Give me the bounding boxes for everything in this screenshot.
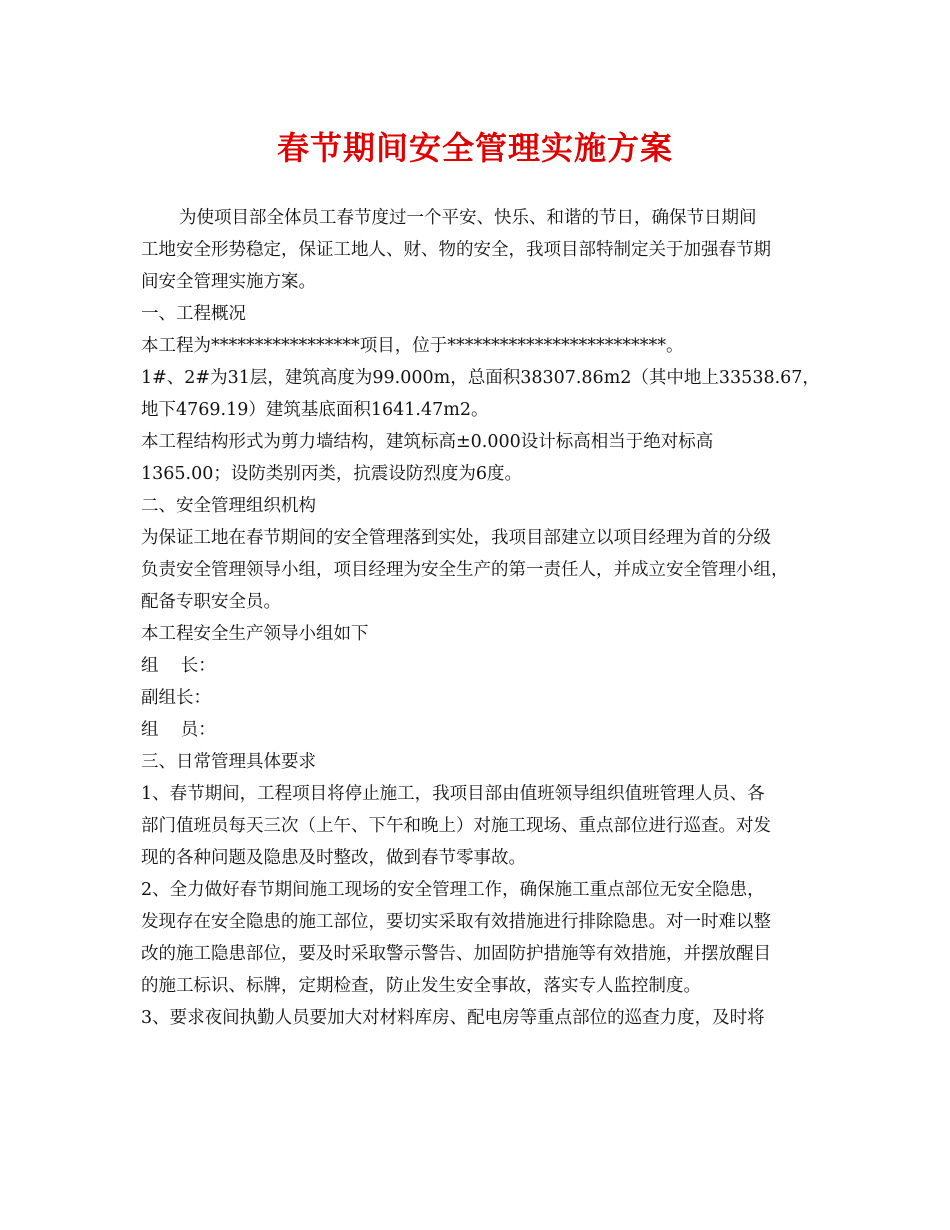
paragraph-line: 部门值班员每天三次（上午、下午和晚上）对施工现场、重点部位进行巡查。对发 <box>141 816 771 836</box>
paragraph-line: 改的施工隐患部位，要及时采取警示警告、加固防护措施等有效措施，并摆放醒目 <box>141 944 771 964</box>
section-heading: 二、安全管理组织机构 <box>141 496 316 516</box>
document-title: 春节期间安全管理实施方案 <box>276 129 673 167</box>
paragraph-line: 为保证工地在春节期间的安全管理落到实处，我项目部建立以项目经理为首的分级 <box>141 528 771 548</box>
paragraph-line: 1、春节期间，工程项目将停止施工，我项目部由值班领导组织值班管理人员、各 <box>141 784 765 804</box>
team-member-line: 组 员： <box>141 720 216 740</box>
paragraph-line: 为使项目部全体员工春节度过一个平安、快乐、和谐的节日，确保节日期间 <box>179 208 757 228</box>
paragraph-line: 本工程安全生产领导小组如下 <box>141 624 369 644</box>
paragraph-line: 现的各种问题及隐患及时整改，做到春节零事故。 <box>141 848 526 868</box>
paragraph-line: 1#、2#为31层，建筑高度为99.000m，总面积38307.86m2（其中地上33538.67， <box>141 368 820 388</box>
paragraph-line: 负责安全管理领导小组，项目经理为安全生产的第一责任人，并成立安全管理小组， <box>141 560 789 580</box>
document-body <box>141 202 821 1034</box>
paragraph-line: 本工程结构形式为剪力墙结构，建筑标高±0.000设计标高相当于绝对标高 <box>141 432 714 452</box>
paragraph-line: 的施工标识、标牌，定期检查，防止发生安全事故，落实专人监控制度。 <box>141 976 701 996</box>
team-leader-line: 组 长： <box>141 656 216 676</box>
paragraph-line: 本工程为*****************项目，位于*************************。 <box>141 336 684 356</box>
paragraph-line: 间安全管理实施方案。 <box>141 272 316 292</box>
deputy-leader-line: 副组长： <box>141 688 211 708</box>
section-heading: 三、日常管理具体要求 <box>141 752 316 772</box>
paragraph-line: 1365.00；设防类别丙类，抗震设防烈度为6度。 <box>141 464 522 484</box>
paragraph-line: 3、要求夜间执勤人员要加大对材料库房、配电房等重点部位的巡查力度，及时将 <box>141 1008 765 1028</box>
paragraph-line: 地下4769.19）建筑基底面积1641.47m2。 <box>141 400 489 420</box>
paragraph-line: 发现存在安全隐患的施工部位，要切实采取有效措施进行排除隐患。对一时难以整 <box>141 912 771 932</box>
section-heading: 一、工程概况 <box>141 304 246 324</box>
paragraph-line: 工地安全形势稳定，保证工地人、财、物的安全，我项目部特制定关于加强春节期 <box>141 240 771 260</box>
paragraph-line: 配备专职安全员。 <box>141 592 281 612</box>
paragraph-line: 2、全力做好春节期间施工现场的安全管理工作，确保施工重点部位无安全隐患， <box>141 880 765 900</box>
